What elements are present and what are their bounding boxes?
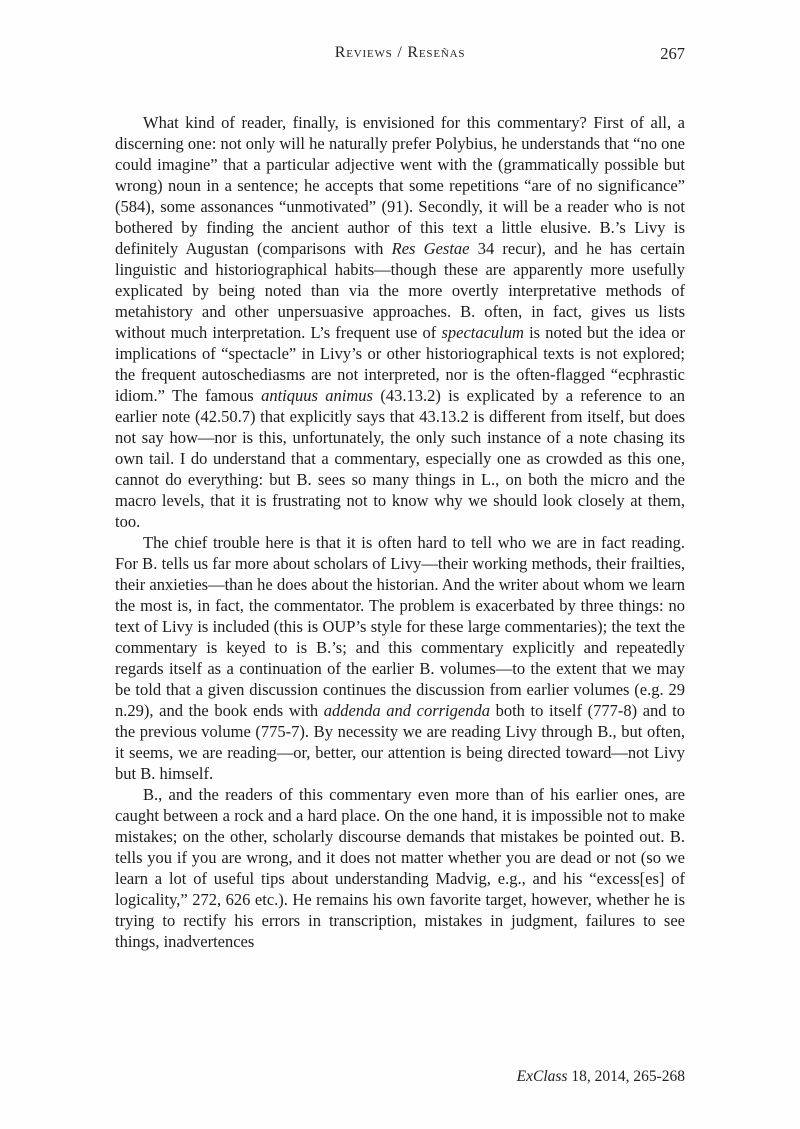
running-head-title: Reviews / Reseñas <box>334 44 466 61</box>
journal-citation: ExClass 18, 2014, 265-268 <box>516 1068 685 1085</box>
review-paragraph: What kind of reader, finally, is envisioned for this commentary? First of all, a discerning one: not only will he naturally prefer Polybius, he understands that “no one could imagine” that a particular adjective went with the (grammatically possible but wrong) noun in a sentence; he accepts that some repetitions “are of no significance” (584), some assonances “unmotivated” (91). Secondly, it will be a reader who is not bothered by finding the ancient author of this text a little elusive. B.’s Livy is definitely Augustan (comparisons with Res Gestae 34 recur), and he has certain linguistic and historiographical habits—though these are apparently more usefully explicated by being noted than via the more overtly interpretative methods of metahistory and other unpersuasive approaches. B. often, in fact, gives us lists without much interpretation. L’s frequent use of spectaculum is noted but the idea or implications of “spectacle” in Livy’s or other historiographical texts is not explored; the frequent autoschediasms are not interpreted, nor is the often-flagged “ecphrastic idiom.” The famous antiquus animus (43.13.2) is explicated by a reference to an earlier note (42.50.7) that explicitly says that 43.13.2 is different from itself, but does not say how—nor is this, unfortunately, the only such instance of a note chasing its own tail. I do understand that a commentary, especially one as crowded as this one, cannot do everything: but B. sees so many things in L., on both the micro and the macro levels, that it is frustrating not to know why we should look closely at them, too. <box>115 113 686 531</box>
page-number: 267 <box>660 44 685 63</box>
review-paragraph: The chief trouble here is that it is often hard to tell who we are in fact reading. For B. tells us far more about scholars of Livy—their working methods, their frailties, their anxieties—than he does about the historian. And the writer about whom we learn the most is, in fact, the commentator. The problem is exacerbated by three things: no text of Livy is included (this is OUP’s style for these large commentaries); the text the commentary is keyed to is B.’s; and this commentary explicitly and repeatedly regards itself as a continuation of the earlier B. volumes—to the extent that we may be told that a given discussion continues the discussion from earlier volumes (e.g. 29 n.29), and the book ends with addenda and corrigenda both to itself (777-8) and to the previous volume (775-7). By necessity we are reading Livy through B., but often, it seems, we are reading—or, better, our attention is being directed toward—not Livy but B. himself. <box>115 533 685 783</box>
review-body <box>115 112 685 952</box>
review-paragraph: B., and the readers of this commentary even more than of his earlier ones, are caught between a rock and a hard place. On the one hand, it is impossible not to make mistakes; on the other, scholarly discourse demands that mistakes be pointed out. B. tells you if you are wrong, and it does not matter whether you are dead or not (so we learn a lot of useful tips about understanding Madvig, e.g., and his “excess[es] of logicality,” 272, 626 etc.). He remains his own favorite target, however, whether he is trying to rectify his errors in transcription, mistakes in judgment, failures to see things, inadvertences <box>115 785 685 951</box>
running-head <box>115 44 685 66</box>
